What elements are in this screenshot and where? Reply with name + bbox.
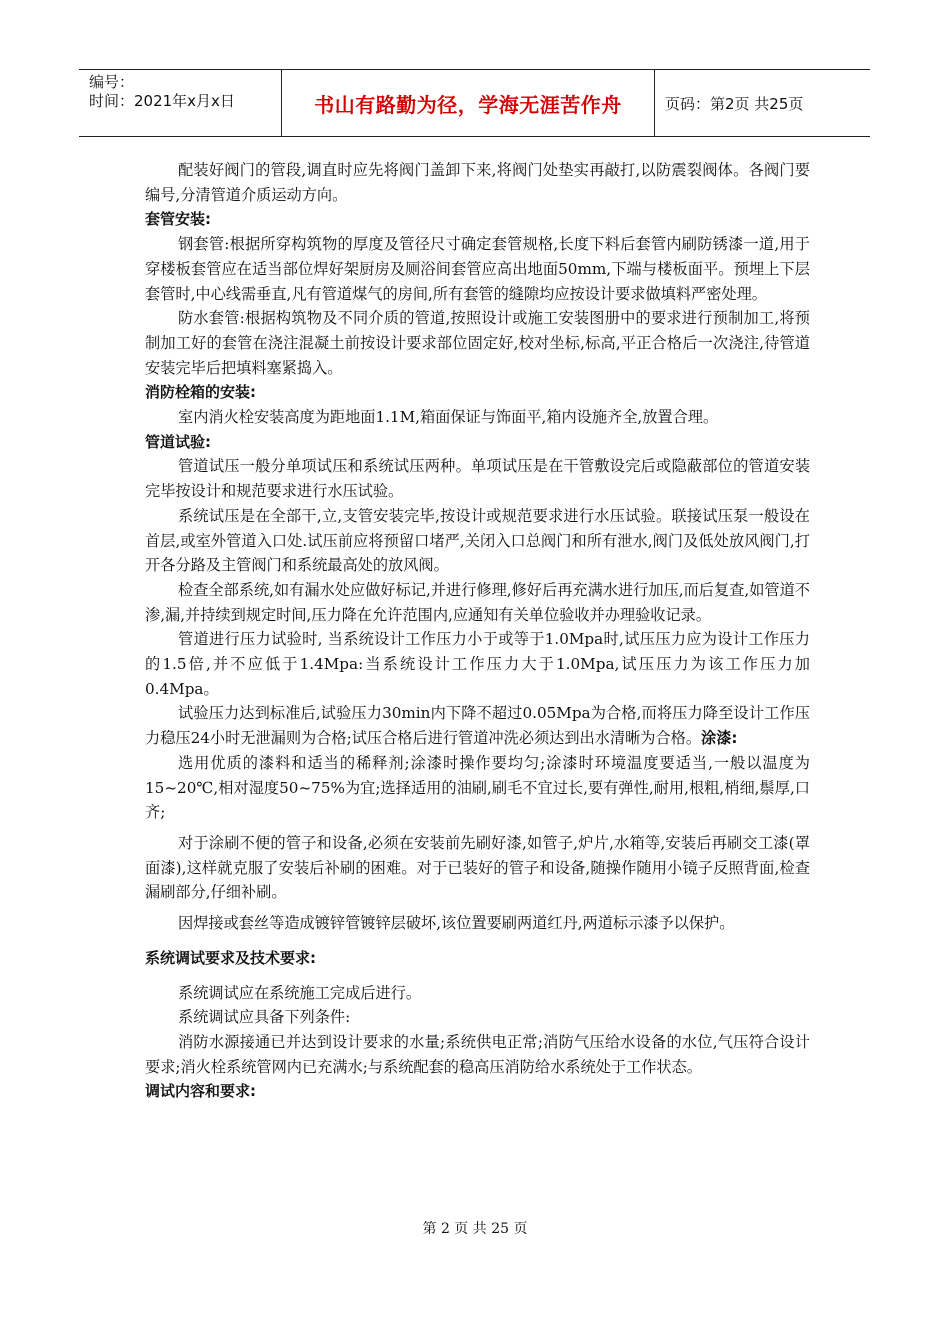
header-meta xyxy=(79,70,282,136)
section-heading-casing: 套管安装: xyxy=(145,210,211,229)
header-motto: 书山有路勤为径，学海无涯苦作舟 xyxy=(282,70,655,136)
paragraph: 消防水源接通已并达到设计要求的水量;系统供电正常;消防气压给水设备的水位,气压符合设计要求;消火栓系统管网内已充满水;与系统配套的稳高压消防给水系统处于工作状态。 xyxy=(145,1032,810,1076)
paragraph: 检查全部系统,如有漏水处应做好标记,并进行修理,修好后再充满水进行加压,而后复查,如管道不渗,漏,并持续到规定时间,压力降在允许范围内,应通知有关单位验收并办理验收记录。 xyxy=(145,580,810,624)
paragraph-text: 试验压力达到标准后,试验压力30min内下降不超过0.05Mpa为合格,而将压力降至设计工作压力稳压24小时无泄漏则为合格;试压合格后进行管道冲洗必须达到出水清晰为合格。 xyxy=(145,704,810,748)
section-heading-paint: 涂漆: xyxy=(701,729,738,748)
doc-number: 编号： xyxy=(89,73,135,91)
section-heading-test: 管道试验: xyxy=(145,432,211,451)
document-body xyxy=(145,158,810,1104)
paragraph: 管道进行压力试验时, 当系统设计工作压力小于或等于1.0Mpa时,试压压力应为设计工作压力的1.5倍,并不应低于1.4Mpa:当系统设计工作压力大于1.0Mpa,试压压力为该工作压力加0.4Mpa。 xyxy=(145,630,810,698)
paragraph: 对于涂刷不便的管子和设备,必须在安装前先刷好漆,如管子,炉片,水箱等,安装后再刷交工漆(罩面漆),这样就克服了安装后补刷的困难。对于已装好的管子和设备,随操作随用小镜子反照背面,检查漏刷部分,仔细补刷。 xyxy=(145,833,810,902)
paragraph: 系统调试应具备下列条件: xyxy=(178,1008,351,1027)
page-footer: 第 2 页 共 25 页 xyxy=(422,1221,528,1237)
page-header xyxy=(79,69,870,137)
paragraph: 室内消火栓安装高度为距地面1.1M,箱面保证与饰面平,箱内设施齐全,放置合理。 xyxy=(178,408,719,427)
paragraph xyxy=(145,701,810,750)
paragraph: 系统试压是在全部干,立,支管安装完毕,按设计或规范要求进行水压试验。联接试压泵一般设在首层,或室外管道入口处.试压前应将预留口堵严,关闭入口总阀门和所有泄水,阀门及低处放风阀门,打开各分路及主管阀门和系统最高处的放风阀。 xyxy=(145,506,810,575)
paragraph: 配装好阀门的管段,调直时应先将阀门盖卸下来,将阀门处垫实再敲打,以防震裂阀体。各阀门要编号,分清管道介质运动方向。 xyxy=(145,161,810,204)
paragraph: 因焊接或套丝等造成镀锌管镀锌层破坏,该位置要刷两道红丹,两道标示漆予以保护。 xyxy=(178,914,735,933)
paragraph: 防水套管:根据构筑物及不同介质的管道,按照设计或施工安装图册中的要求进行预制加工,将预制加工好的套管在浇注混凝土前按设计要求部位固定好,校对坐标,标高,平正合格后一次浇注,待管道安装完毕后把填料塞紧捣入。 xyxy=(145,309,810,377)
paragraph: 选用优质的漆料和适当的稀释剂;涂漆时操作要均匀;涂漆时环境温度要适当,一般以温度为15~20℃,相对湿度50~75%为宜;选择适用的油刷,刷毛不宜过长,要有弹性,耐用,根粗,梢细,鬃厚,口齐; xyxy=(145,753,810,822)
header-page-number: 页码：第2页 共25页 xyxy=(665,94,804,113)
paragraph: 钢套管:根据所穿构筑物的厚度及管径尺寸确定套管规格,长度下料后套管内刷防锈漆一道,用于穿楼板套管应在适当部位焊好架厨房及厕浴间套管应高出地面50mm,下端与楼板面平。预埋上下层套管时,中心线需垂直,凡有管道煤气的房间,所有套管的缝隙均应按设计要求做填料严密处理。 xyxy=(145,235,810,303)
section-heading-hydrant: 消防栓箱的安装: xyxy=(145,383,256,402)
paragraph: 管道试压一般分单项试压和系统试压两种。单项试压是在干管敷设完后或隐蔽部位的管道安装完毕按设计和规范要求进行水压试验。 xyxy=(145,457,810,501)
doc-date: 时间：2021年x月x日 xyxy=(89,92,235,110)
section-heading-content: 调试内容和要求: xyxy=(145,1082,256,1101)
paragraph: 系统调试应在系统施工完成后进行。 xyxy=(178,983,421,1002)
section-heading-debug: 系统调试要求及技术要求: xyxy=(145,948,316,967)
